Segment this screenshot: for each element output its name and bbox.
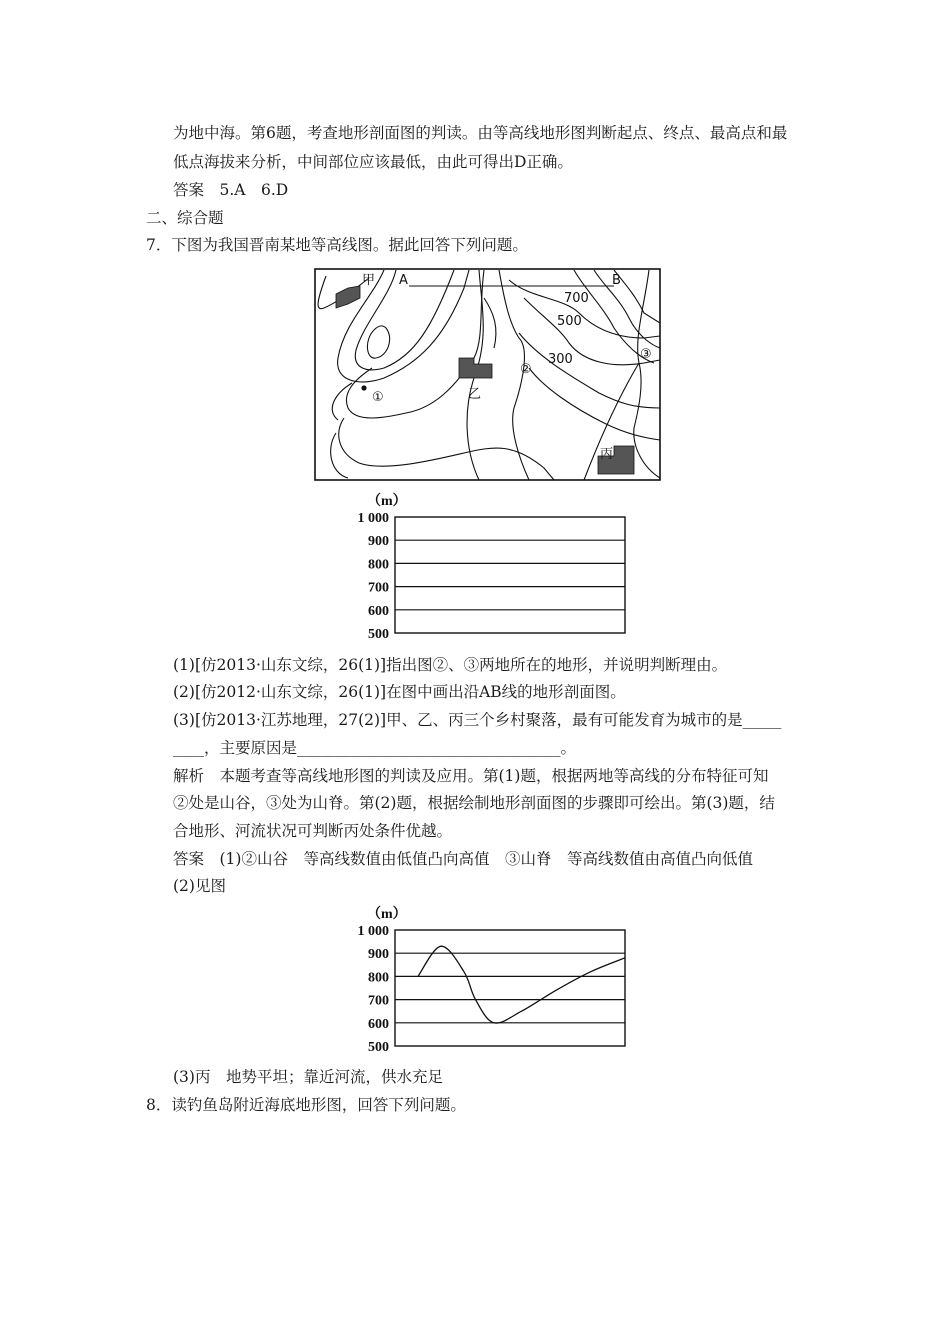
label-jia: 甲 — [362, 273, 376, 288]
y-tick-label: 1 000 — [357, 511, 389, 526]
analysis-line: ②处是山谷，③处为山脊。第(2)题，根据绘制地形剖面图的步骤即可绘出。第(3)题，结 — [173, 794, 775, 812]
contour-map — [314, 268, 662, 482]
answer-profile-chart — [340, 901, 640, 1056]
subquestion-3-cont: ____，主要原因是__________________________________。 — [173, 739, 577, 757]
label-point-3: ③ — [640, 347, 652, 362]
label-yi: 乙 — [468, 387, 482, 402]
label-a: A — [399, 273, 408, 288]
y-tick-label: 900 — [368, 534, 389, 550]
label-point-2: ② — [520, 362, 532, 377]
subquestion-3: (3)[仿2013·江苏地理，27(2)]甲、乙、丙三个乡村聚落，最有可能发育为城市的是_____ — [173, 711, 782, 729]
y-tick-label: 700 — [368, 993, 389, 1009]
y-tick-label: 600 — [368, 1016, 389, 1032]
y-tick-label: 700 — [368, 580, 389, 596]
y-tick-label: 800 — [368, 557, 389, 573]
point-1-dot — [361, 385, 366, 390]
y-tick-label: 800 — [368, 970, 389, 986]
text-line: 低点海拔来分析，中间部位应该最低，由此可得出D正确。 — [173, 153, 573, 171]
subquestion-2: (2)[仿2012·山东文综，26(1)]在图中画出沿AB线的地形剖面图。 — [173, 683, 626, 701]
answer-line: 答案 (1)②山谷 等高线数值由低值凸向高值 ③山脊 等高线数值由高值凸向低值 — [173, 850, 753, 868]
answer-line: (2)见图 — [173, 877, 226, 895]
plot-frame — [395, 517, 625, 633]
text-line: 为地中海。第6题，考查地形剖面图的判读。由等高线地形图判断起点、终点、最高点和最 — [173, 124, 788, 142]
label-point-1: ① — [372, 390, 384, 405]
y-unit-label: （m） — [367, 494, 407, 509]
y-tick-label: 500 — [368, 627, 389, 642]
contour-700-label: 700 — [564, 291, 589, 306]
question-8-stem: 8．读钓鱼岛附近海底地形图，回答下列问题。 — [146, 1096, 466, 1114]
y-unit-label: （m） — [367, 907, 407, 922]
answer-line: 答案 5.A 6.D — [173, 181, 289, 199]
question-7-stem: 7．下图为我国晋南某地等高线图。据此回答下列问题。 — [146, 236, 528, 254]
contour-300-label: 300 — [548, 352, 573, 367]
blank-profile-chart — [340, 488, 640, 643]
y-tick-label: 1 000 — [357, 924, 389, 939]
analysis-line: 合地形、河流状况可判断丙处条件优越。 — [173, 822, 453, 840]
plot-frame — [395, 930, 625, 1046]
y-tick-label: 900 — [368, 947, 389, 963]
y-tick-label: 500 — [368, 1040, 389, 1055]
y-tick-label: 600 — [368, 603, 389, 619]
label-bing: 丙 — [600, 447, 614, 462]
profile-line — [418, 946, 625, 1023]
analysis-line: 解析 本题考查等高线地形图的判读及应用。第(1)题，根据两地等高线的分布特征可知 — [173, 767, 769, 785]
section-heading: 二、综合题 — [146, 209, 224, 227]
subquestion-1: (1)[仿2013·山东文综，26(1)]指出图②、③两地所在的地形，并说明判断理由。 — [173, 656, 728, 674]
label-b: B — [612, 273, 621, 288]
answer-line: (3)丙 地势平坦；靠近河流，供水充足 — [173, 1068, 443, 1086]
contour-500-label: 500 — [557, 314, 582, 329]
